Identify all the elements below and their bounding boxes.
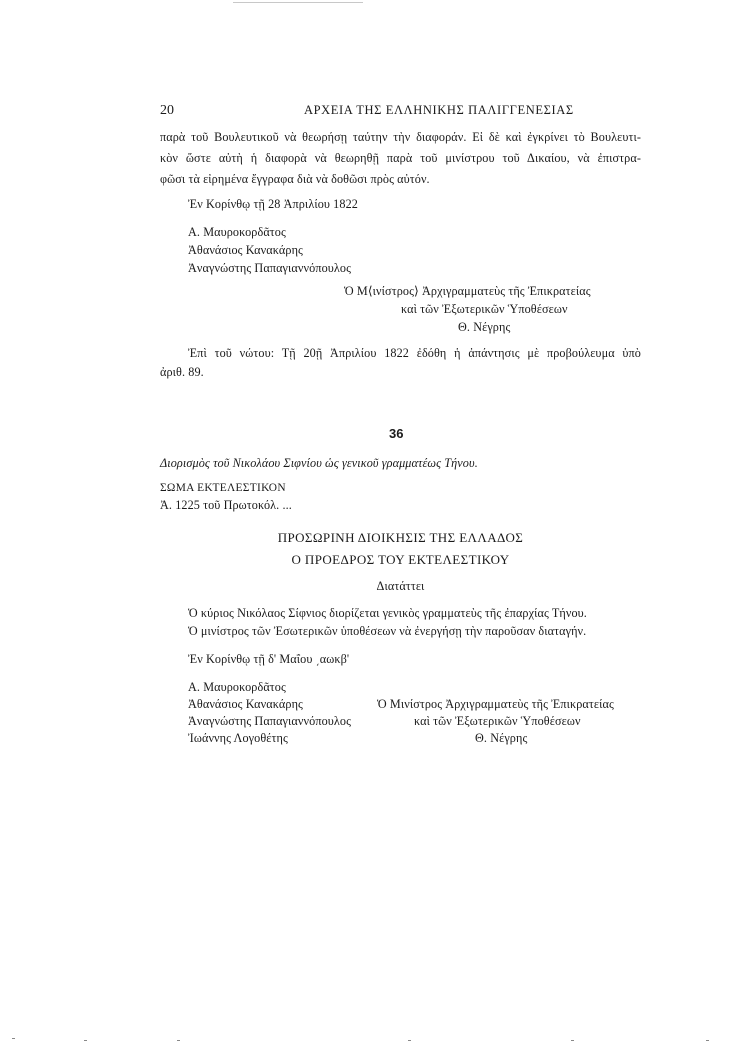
doc36-order-line-2: Ὁ μινίστρος τῶν Ἐσωτερικῶν ὑποθέσεων νὰ ἐνεργήσῃ τὴν παροῦσαν διαταγήν. xyxy=(188,624,587,638)
doc36-number: 36 xyxy=(389,426,404,441)
doc35-paragraph-line-1: παρὰ τοῦ Βουλευτικοῦ νὰ θεωρήσῃ ταύτην τὴν διαφοράν. Εἰ δὲ καὶ ἐγκρίνει τὸ Βουλευτι- xyxy=(160,130,641,144)
doc36-date: Ἐν Κορίνθῳ τῇ δ' Μαΐου ͵αωκβ' xyxy=(188,652,350,666)
scan-artifact-bottom-5 xyxy=(571,1040,574,1041)
doc36-signatory-2: Ἀθανάσιος Κανακάρης xyxy=(188,697,303,711)
doc36-countersign-line-3: Θ. Νέγρης xyxy=(475,731,528,745)
scan-artifact-bottom-2 xyxy=(84,1040,87,1041)
doc36-order-line-1: Ὁ κύριος Νικόλαος Σίφνιος διορίζεται γενικὸς γραμματεὺς τῆς ἐπαρχίας Τήνου. xyxy=(188,606,587,620)
doc36-protocol: Ἀ. 1225 τοῦ Πρωτοκόλ. ... xyxy=(160,498,292,512)
scan-artifact-top xyxy=(233,2,363,3)
doc35-signatory-3: Ἀναγνώστης Παπαγιαννόπουλος xyxy=(188,261,352,275)
doc36-title-line-1: ΠΡΟΣΩΡΙΝΗ ΔΙΟΙΚΗΣΙΣ ΤΗΣ ΕΛΛΑΔΟΣ xyxy=(277,530,524,545)
running-title: ΑΡΧΕΙΑ ΤΗΣ ΕΛΛΗΝΙΚΗΣ ΠΑΛΙΓΓΕΝΕΣΙΑΣ xyxy=(304,103,574,117)
doc35-countersign-line-3: Θ. Νέγρης xyxy=(458,320,511,334)
doc36-body-name: ΣΩΜΑ ΕΚΤΕΛΕΣΤΙΚΟΝ xyxy=(160,482,286,494)
doc35-countersign-line-2: καὶ τῶν Ἐξωτερικῶν Ὑποθέσεων xyxy=(401,302,568,316)
doc36-summary: Διορισμὸς τοῦ Νικολάου Σιφνίου ὡς γενικοῦ γραμματέως Τήνου. xyxy=(160,456,478,470)
doc36-title-line-2: Ο ΠΡΟΕΔΡΟΣ ΤΟΥ ΕΚΤΕΛΕΣΤΙΚΟΥ xyxy=(291,552,510,567)
doc35-date: Ἐν Κορίνθῳ τῇ 28 Ἀπριλίου 1822 xyxy=(188,197,358,211)
doc35-verso-line-2: ἀριθ. 89. xyxy=(160,365,204,379)
doc35-paragraph-line-3: φῶσι τὰ εἰρημένα ἔγγραφα διὰ νὰ δοθῶσι πρὸς αὐτόν. xyxy=(160,172,430,186)
doc35-countersign-line-1: Ὁ Μ⟨ινίστρος⟩ Ἀρχιγραμματεὺς τῆς Ἐπικρατείας xyxy=(344,284,591,298)
doc36-signatory-3: Ἀναγνώστης Παπαγιαννόπουλος xyxy=(188,714,352,728)
doc36-signatory-4: Ἰωάννης Λογοθέτης xyxy=(188,731,288,745)
doc35-signatory-2: Ἀθανάσιος Κανακάρης xyxy=(188,243,303,257)
scan-artifact-bottom-1 xyxy=(12,1038,15,1039)
doc35-verso-line-1: Ἐπὶ τοῦ νώτου: Τῇ 20ῇ Ἀπριλίου 1822 ἐδόθη ἡ ἀπάντησις μὲ προβούλευμα ὑπὸ xyxy=(188,346,641,360)
page-number: 20 xyxy=(160,103,174,118)
doc36-decrees: Διατάττει xyxy=(376,579,425,593)
doc35-signatory-1: Α. Μαυροκορδᾶτος xyxy=(188,225,286,239)
doc36-signatory-1: Α. Μαυροκορδᾶτος xyxy=(188,680,286,694)
scan-artifact-bottom-6 xyxy=(706,1040,709,1041)
scan-artifact-bottom-3 xyxy=(177,1040,180,1041)
scan-artifact-bottom-4 xyxy=(408,1040,411,1041)
doc36-countersign-line-1: Ὁ Μινίστρος Ἀρχιγραμματεὺς τῆς Ἐπικρατείας xyxy=(377,697,614,711)
doc36-countersign-line-2: καὶ τῶν Ἐξωτερικῶν Ὑποθέσεων xyxy=(414,714,581,728)
doc35-paragraph-line-2: κὸν ὥστε αὐτὴ ἡ διαφορὰ νὰ θεωρηθῇ παρὰ τοῦ μινίστρου τοῦ Δικαίου, νὰ ἐπιστρα- xyxy=(160,151,641,165)
